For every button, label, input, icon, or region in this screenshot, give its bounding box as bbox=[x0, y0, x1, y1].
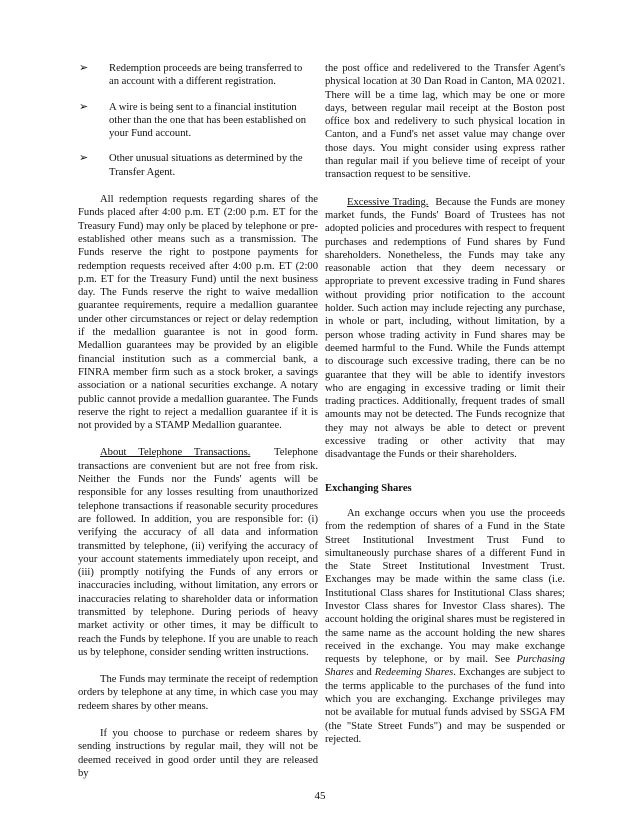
bullet-item bbox=[78, 152, 318, 179]
exchange-and-text: and bbox=[353, 667, 375, 679]
telephone-transactions-title: About Telephone Transactions. bbox=[100, 447, 251, 459]
exchange-text-part1: An exchange occurs when you use the proceeds from the redemption of shares of a Fund in the State Street Institutional Investment Trust Fund to simultaneously purchase shares of a different Fund in the State Street Institutional Investment Trust. Exchanges may be made within the same class (i.e. Institutional Class shares for Institutional Class shares; Investor Class shares for Investor Class shares). The account holding the original shares must be registered in the same name as the account holding the new shares received in the exchange. You may make exchange requests by telephone, or by mail. See bbox=[325, 507, 565, 666]
right-column bbox=[325, 62, 565, 746]
telephone-transactions-paragraph bbox=[78, 446, 318, 659]
excessive-trading-title: Excessive Trading. bbox=[347, 196, 429, 208]
mail-continued-paragraph: the post office and redelivered to the Transfer Agent's physical location at 30 Dan Road in Canton, MA 02021. There will be a time lag, which may be one or more days, between regular mail receipt at the Boston post office box and redelivery to such physical location in Canton, and a Fund's net asset value may change over those days. You might consider using express rather than regular mail if you believe time of receipt of your transaction request to be sensitive. bbox=[325, 63, 565, 181]
redemption-requests-paragraph: All redemption requests regarding shares of the Funds placed after 4:00 p.m. ET (2:00 p.m. ET for the Treasury Fund) may only be placed by telephone or pre-established other means such as a transmission. The Funds reserve the right to postpone payments for redemption requests received after 4:00 p.m. ET (2:00 p.m. ET for the Treasury Fund) until the next business day. The Funds reserve the right to waive medallion guarantee requirements, require a medallion guarantee under other circumstances or reject or delay redemption if the medallion guarantee is not in good form. Medallion guarantees may be provided by an eligible financial institution such as a commercial bank, a FINRA member firm such as a stock broker, a savings association or a national securities exchange. A notary public cannot provide a medallion guarantee. The Funds reserve the right to reject a medallion guarantee if it is not provided by a STAMP Medallion guarantee. bbox=[78, 194, 318, 432]
page-number: 45 bbox=[314, 790, 326, 802]
regular-mail-paragraph: If you choose to purchase or redeem shares by sending instructions by regular mail, they will not be deemed received in good order until they are released by bbox=[78, 728, 318, 779]
arrow-bullet-icon: ➢ bbox=[79, 152, 89, 165]
redeeming-shares-reference: Redeeming Shares bbox=[374, 667, 454, 679]
exchange-text-part2: . Exchanges are subject to the terms applicable to the purchases of the fund into which you are exchanging. Exchange privileges may not be available for mutual funds advised by SSGA FM (the "State Street Funds") and may be suspended or rejected. bbox=[325, 667, 566, 745]
arrow-bullet-icon: ➢ bbox=[79, 100, 89, 113]
bullet-item bbox=[78, 62, 318, 89]
exchanging-shares-heading: Exchanging Shares bbox=[325, 482, 412, 494]
excessive-trading-paragraph bbox=[325, 196, 565, 462]
purchasing-shares-reference: Purchasing Shares bbox=[325, 654, 565, 679]
left-column bbox=[78, 62, 318, 780]
bullet-text: A wire is being sent to a financial institution other than the one that has been established on your Fund account. bbox=[109, 101, 307, 140]
bullet-item bbox=[78, 101, 318, 141]
bullet-text: Redemption proceeds are being transferred to an account with a different registration. bbox=[109, 63, 303, 88]
exchange-paragraph bbox=[325, 507, 565, 746]
excessive-trading-body: Because the Funds are money market funds, the Funds' Board of Trustees has not adopted policies and procedures with respect to frequent purchases and redemptions of Fund shares by Fund shareholders. Nonetheless, the Funds may take any reasonable action that they deem necessary or appropriate to prevent excessive trading in Fund shares without providing prior notification to the account holder. Such action may include rejecting any purchase, in whole or part, including, without limitation, by a person whose trading activity in Fund shares may be deemed harmful to the Fund. While the Funds attempt to discourage such excessive trading, there can be no guarantee that they will be able to identify investors who are engaging in excessive trading or limit their trading practices. Additionally, frequent trades of small amounts may not be detected. The Funds recognize that they may not always be able to detect or prevent excessive trading or other activity that may disadvantage the Funds or their shareholders. bbox=[325, 196, 565, 461]
arrow-bullet-icon: ➢ bbox=[79, 62, 89, 74]
terminate-redemption-paragraph: The Funds may terminate the receipt of redemption orders by telephone at any time, in which case you may redeem shares by other means. bbox=[78, 674, 318, 712]
telephone-transactions-body: Telephone transactions are convenient but are not free from risk. Neither the Funds nor the Funds' agents will be responsible for any losses resulting from unauthorized telephone transactions if reasonable security procedures are followed. In addition, you are responsible for: (i) verifying the accuracy of all data and information transmitted by telephone, (ii) verifying the accuracy of your account statements immediately upon receipt, and (iii) promptly notifying the Funds of any errors or inaccuracies including, without limitation, any errors or inaccuracies relating to shareholder data or information transmitted by telephone. During periods of heavy market activity or other times, it may be difficult to reach the Funds by telephone. If you are unable to reach us by telephone, consider sending written instructions. bbox=[78, 447, 318, 658]
bullet-text: Other unusual situations as determined by the Transfer Agent. bbox=[109, 153, 303, 178]
